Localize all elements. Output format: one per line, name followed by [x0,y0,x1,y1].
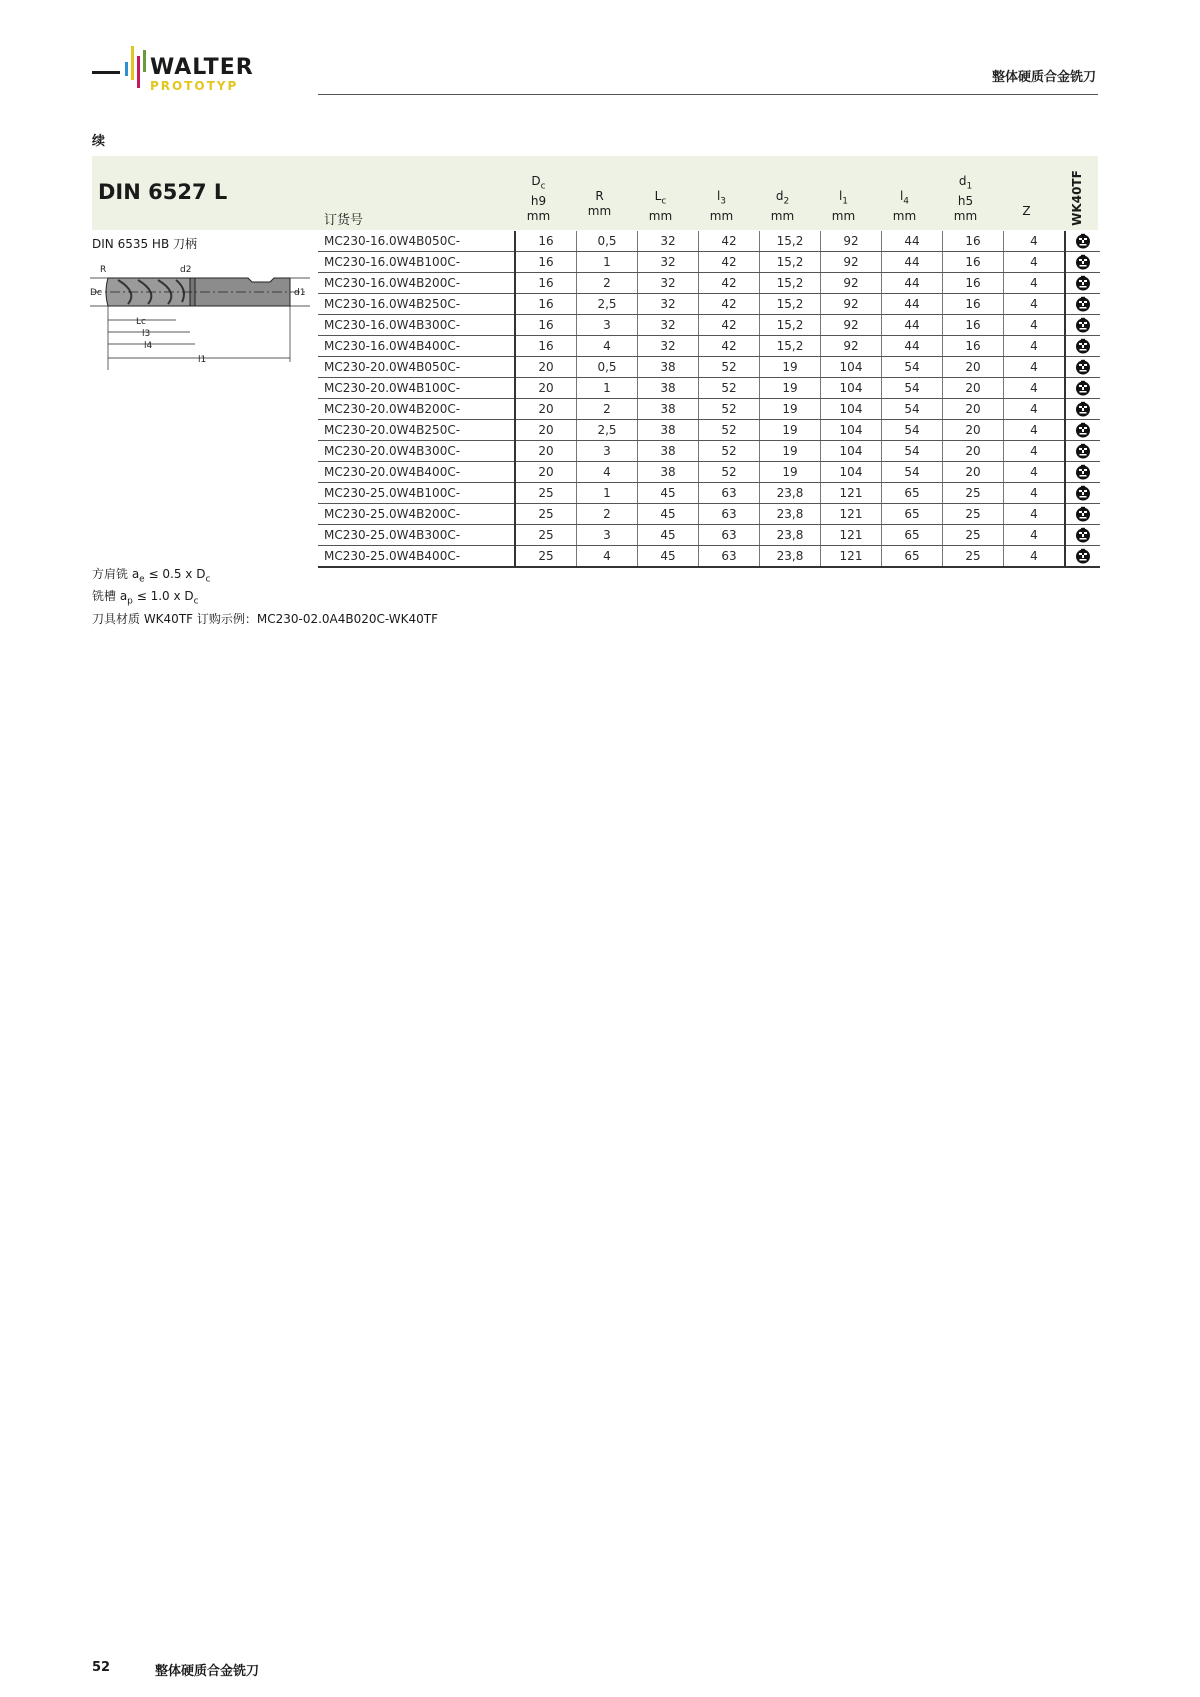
cell-r: 3 [577,441,638,462]
svg-text:R: R [100,265,107,275]
availability-face-icon [1075,339,1091,353]
cell-dc: 20 [515,441,577,462]
svg-text:d1: d1 [294,288,306,298]
svg-text:l4: l4 [144,341,153,351]
availability-face-icon [1075,423,1091,437]
table-row [318,231,1100,252]
cell-d2: 23,8 [760,525,821,546]
cell-d1: 16 [943,273,1004,294]
cell-dc: 16 [515,315,577,336]
svg-text:WALTER: WALTER [150,55,254,80]
order-code: MC230-20.0W4B100C- [318,378,515,399]
cell-r: 2 [577,399,638,420]
cell-l4: 65 [882,546,943,568]
cell-r: 2 [577,273,638,294]
cell-z: 4 [1004,504,1066,525]
cell-r: 2,5 [577,294,638,315]
cell-z: 4 [1004,483,1066,504]
cell-l3: 63 [699,483,760,504]
order-code: MC230-25.0W4B300C- [318,525,515,546]
grade-column-header: WK40TF [1070,170,1084,226]
availability-face-icon [1075,402,1091,416]
cell-d1: 16 [943,315,1004,336]
order-code: MC230-20.0W4B200C- [318,399,515,420]
cell-lc: 32 [638,294,699,315]
cell-dc: 20 [515,357,577,378]
svg-text:d2: d2 [180,265,192,275]
column-header: $L_c$ mm [648,189,673,224]
availability-face-icon [1075,234,1091,248]
cell-z: 4 [1004,378,1066,399]
cell-d1: 25 [943,546,1004,568]
cell-d1: 25 [943,504,1004,525]
order-code: MC230-25.0W4B400C- [318,546,515,568]
cell-l3: 52 [699,378,760,399]
cell-d2: 15,2 [760,294,821,315]
table-row [318,252,1100,273]
product-table [318,231,1100,568]
cell-d2: 15,2 [760,315,821,336]
cell-lc: 45 [638,525,699,546]
svg-text:l1: l1 [198,355,207,365]
availability-face-icon [1075,318,1091,332]
end-mill-drawing [88,262,318,374]
cell-dc: 16 [515,252,577,273]
cell-l4: 54 [882,357,943,378]
column-header: R mm [587,189,612,218]
order-code: MC230-16.0W4B100C- [318,252,515,273]
table-row [318,273,1100,294]
column-header: Z [1022,204,1031,218]
cell-l1: 92 [821,273,882,294]
cell-z: 4 [1004,294,1066,315]
cell-d1: 20 [943,399,1004,420]
table-row [318,420,1100,441]
cell-z: 4 [1004,336,1066,357]
order-code: MC230-20.0W4B050C- [318,357,515,378]
note-order-example: 刀具材质 WK40TF 订购示例：MC230-02.0A4B020C-WK40TF [92,611,438,626]
cell-r: 1 [577,252,638,273]
cell-d2: 19 [760,462,821,483]
cell-dc: 16 [515,231,577,252]
svg-text:Lc: Lc [136,317,146,327]
cell-l3: 52 [699,357,760,378]
cell-d1: 20 [943,378,1004,399]
cell-l4: 65 [882,483,943,504]
order-code: MC230-20.0W4B300C- [318,441,515,462]
page-number: 52 [92,1660,111,1675]
cell-r: 2,5 [577,420,638,441]
order-code: MC230-16.0W4B050C- [318,231,515,252]
table-row [318,441,1100,462]
cell-lc: 32 [638,231,699,252]
availability-face-icon [1075,444,1091,458]
continued-label: 续 [92,134,106,149]
shank-label: DIN 6535 HB 刀柄 [92,237,197,251]
availability-face-icon [1075,255,1091,269]
cell-z: 4 [1004,399,1066,420]
cell-dc: 25 [515,525,577,546]
cell-lc: 38 [638,462,699,483]
column-header: $D_c$ h9 mm [526,174,551,224]
cell-l3: 52 [699,399,760,420]
cell-r: 1 [577,378,638,399]
table-row [318,378,1100,399]
cell-z: 4 [1004,525,1066,546]
cell-lc: 38 [638,441,699,462]
svg-text:PROTOTYP: PROTOTYP [150,79,239,93]
cell-d1: 20 [943,420,1004,441]
cell-l3: 42 [699,273,760,294]
cell-r: 1 [577,483,638,504]
cell-l3: 42 [699,294,760,315]
order-code: MC230-25.0W4B100C- [318,483,515,504]
cell-r: 4 [577,546,638,568]
table-row [318,483,1100,504]
column-header: $d_2$ mm [770,189,795,224]
cell-d1: 16 [943,252,1004,273]
cell-dc: 25 [515,483,577,504]
cell-dc: 25 [515,546,577,568]
column-header: $d_1$ h5 mm [953,174,978,224]
cell-d2: 23,8 [760,546,821,568]
cell-z: 4 [1004,273,1066,294]
cell-d2: 15,2 [760,336,821,357]
cell-l1: 92 [821,294,882,315]
cell-lc: 32 [638,252,699,273]
cell-z: 4 [1004,441,1066,462]
cell-z: 4 [1004,462,1066,483]
cell-z: 4 [1004,357,1066,378]
cell-r: 0,5 [577,231,638,252]
cell-dc: 20 [515,420,577,441]
availability-face-icon [1075,486,1091,500]
cell-l3: 42 [699,252,760,273]
order-code: MC230-16.0W4B300C- [318,315,515,336]
availability-face-icon [1075,360,1091,374]
svg-text:l3: l3 [142,329,151,339]
cell-l3: 63 [699,525,760,546]
cell-l4: 44 [882,336,943,357]
cell-z: 4 [1004,231,1066,252]
cell-z: 4 [1004,315,1066,336]
order-code: MC230-25.0W4B200C- [318,504,515,525]
cell-r: 0,5 [577,357,638,378]
cell-l1: 92 [821,315,882,336]
cell-l4: 44 [882,252,943,273]
availability-face-icon [1075,381,1091,395]
order-code: MC230-16.0W4B400C- [318,336,515,357]
table-row [318,399,1100,420]
cell-d2: 15,2 [760,252,821,273]
cell-d2: 19 [760,378,821,399]
cell-l4: 54 [882,399,943,420]
cell-d1: 20 [943,462,1004,483]
cell-l1: 104 [821,462,882,483]
cell-dc: 16 [515,294,577,315]
cell-r: 2 [577,504,638,525]
cell-d2: 19 [760,399,821,420]
cell-l4: 44 [882,315,943,336]
table-row [318,357,1100,378]
cell-l3: 42 [699,315,760,336]
cell-d2: 19 [760,357,821,378]
availability-face-icon [1075,276,1091,290]
cell-d1: 16 [943,336,1004,357]
cell-l1: 104 [821,357,882,378]
availability-face-icon [1075,549,1091,563]
cell-l4: 44 [882,273,943,294]
cell-d1: 25 [943,483,1004,504]
order-code: MC230-16.0W4B250C- [318,294,515,315]
table-row [318,315,1100,336]
cell-d1: 25 [943,525,1004,546]
cell-l3: 52 [699,441,760,462]
cell-l1: 104 [821,399,882,420]
cell-l4: 65 [882,504,943,525]
availability-face-icon [1075,297,1091,311]
table-row [318,525,1100,546]
cell-lc: 45 [638,504,699,525]
order-code: MC230-20.0W4B400C- [318,462,515,483]
cell-l4: 44 [882,231,943,252]
cell-l1: 121 [821,546,882,568]
cell-d1: 20 [943,441,1004,462]
availability-face-icon [1075,507,1091,521]
cell-dc: 20 [515,378,577,399]
cell-z: 4 [1004,252,1066,273]
column-header: $l_3$ mm [709,189,734,224]
cell-l1: 121 [821,525,882,546]
cell-l3: 42 [699,336,760,357]
cell-lc: 38 [638,399,699,420]
availability-face-icon [1075,465,1091,479]
cell-r: 4 [577,462,638,483]
table-row [318,504,1100,525]
cell-lc: 45 [638,483,699,504]
cell-lc: 32 [638,336,699,357]
cell-d1: 20 [943,357,1004,378]
header-title: 整体硬质合金铣刀 [991,70,1096,85]
cell-l4: 54 [882,462,943,483]
order-code: MC230-16.0W4B200C- [318,273,515,294]
table-row [318,336,1100,357]
cell-l1: 92 [821,336,882,357]
walter-prototyp-logo [92,44,302,100]
note-shoulder-milling: 方肩铣 $a_e \le 0.5$ x $D_c$ [92,567,211,585]
cell-dc: 20 [515,399,577,420]
cell-dc: 16 [515,336,577,357]
cell-l4: 44 [882,294,943,315]
cell-l3: 42 [699,231,760,252]
cell-l1: 104 [821,420,882,441]
cell-l4: 65 [882,525,943,546]
cell-d1: 16 [943,231,1004,252]
cell-l1: 121 [821,504,882,525]
column-header: $l_1$ mm [831,189,856,224]
cell-l1: 92 [821,252,882,273]
cell-dc: 16 [515,273,577,294]
cell-l3: 52 [699,462,760,483]
cell-d2: 23,8 [760,483,821,504]
column-header: $l_4$ mm [892,189,917,224]
cell-l3: 52 [699,420,760,441]
cell-lc: 32 [638,315,699,336]
cell-l4: 54 [882,441,943,462]
cell-l3: 63 [699,546,760,568]
cell-dc: 25 [515,504,577,525]
cell-l1: 92 [821,231,882,252]
cell-lc: 32 [638,273,699,294]
cell-r: 3 [577,525,638,546]
cell-r: 3 [577,315,638,336]
table-row [318,294,1100,315]
cell-d2: 23,8 [760,504,821,525]
cell-d1: 16 [943,294,1004,315]
cell-l1: 104 [821,441,882,462]
table-row [318,546,1100,568]
cell-l3: 63 [699,504,760,525]
svg-text:Dc: Dc [90,288,102,298]
header-divider [318,94,1098,95]
cell-dc: 20 [515,462,577,483]
availability-face-icon [1075,528,1091,542]
cell-lc: 38 [638,420,699,441]
table-title: DIN 6527 L [98,180,228,204]
cell-d2: 19 [760,441,821,462]
cell-l4: 54 [882,420,943,441]
cell-l1: 104 [821,378,882,399]
footer-title: 整体硬质合金铣刀 [155,1664,260,1679]
cell-z: 4 [1004,546,1066,568]
note-slot-milling: 铣槽 $a_p \le 1.0$ x $D_c$ [92,589,199,607]
table-row [318,462,1100,483]
cell-lc: 38 [638,357,699,378]
cell-l4: 54 [882,378,943,399]
order-code: MC230-20.0W4B250C- [318,420,515,441]
order-number-header: 订货号 [324,213,364,228]
cell-d2: 19 [760,420,821,441]
usage-notes [92,566,438,628]
cell-z: 4 [1004,420,1066,441]
cell-r: 4 [577,336,638,357]
cell-lc: 38 [638,378,699,399]
cell-d2: 15,2 [760,273,821,294]
cell-l1: 121 [821,483,882,504]
cell-lc: 45 [638,546,699,568]
cell-d2: 15,2 [760,231,821,252]
